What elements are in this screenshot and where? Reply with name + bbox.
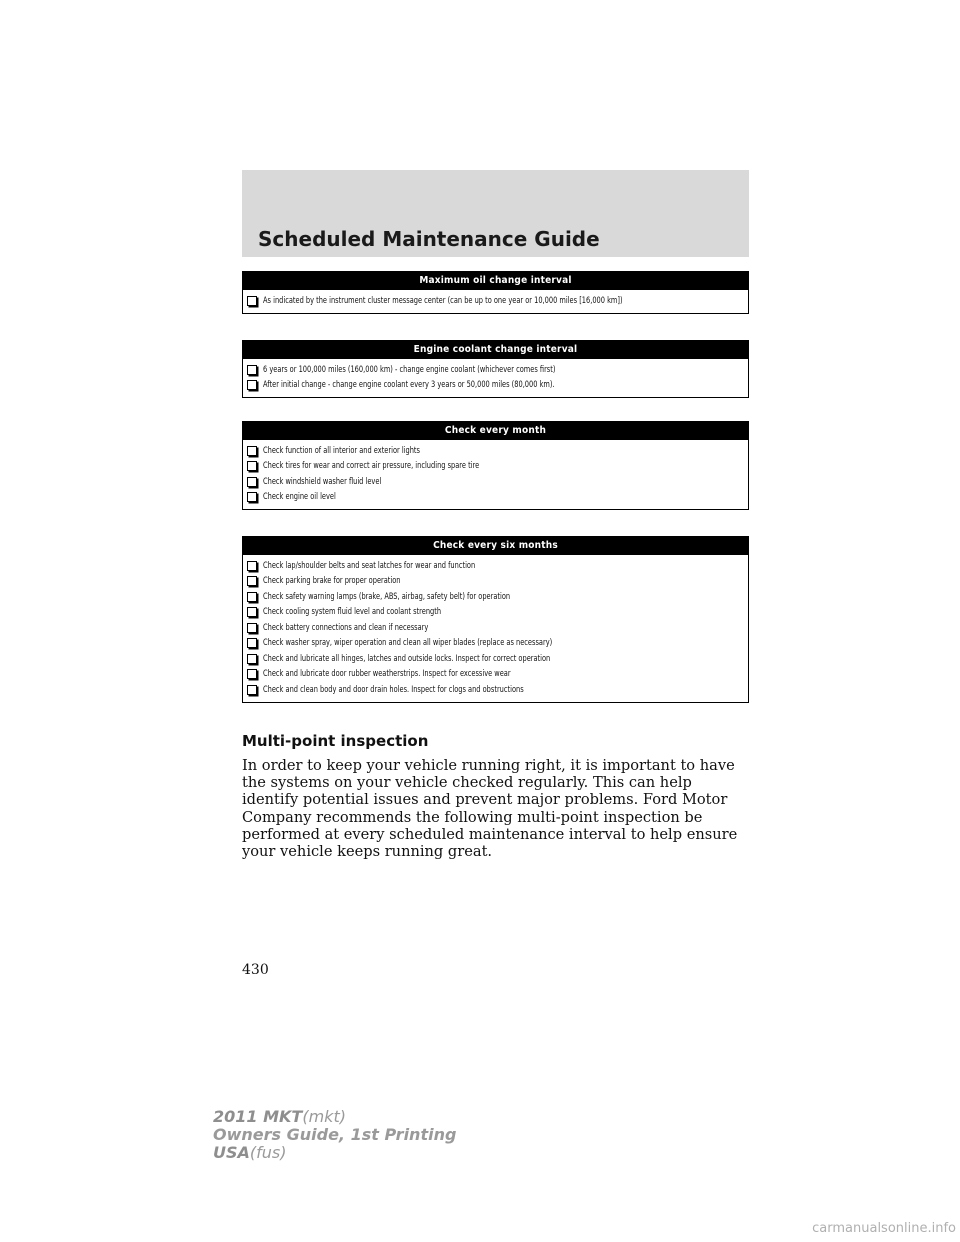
list-item: After initial change - change engine coolant every 3 years or 50,000 miles (80,000 km). bbox=[247, 378, 748, 394]
list-item: Check and clean body and door drain holes. Inspect for clogs and obstructions bbox=[247, 682, 748, 698]
checkbox-icon bbox=[247, 561, 257, 571]
list-item: Check parking brake for proper operation bbox=[247, 574, 748, 590]
footer-line-1: 2011 MKT(mkt) bbox=[213, 1107, 346, 1126]
checkbox-icon bbox=[247, 380, 257, 390]
list-item: Check and lubricate door rubber weatherstrips. Inspect for excessive wear bbox=[247, 667, 748, 683]
oil-change-box bbox=[242, 271, 749, 314]
section-title: Multi-point inspection bbox=[242, 732, 429, 750]
list-item: Check tires for wear and correct air pressure, including spare tire bbox=[247, 459, 748, 475]
checkbox-icon bbox=[247, 446, 257, 456]
checkbox-icon bbox=[247, 477, 257, 487]
watermark: carmanualsonline.info bbox=[812, 1221, 956, 1236]
page-number: 430 bbox=[242, 962, 269, 978]
footer-line-3: USA(fus) bbox=[213, 1143, 287, 1162]
checkbox-icon bbox=[247, 669, 257, 679]
checkbox-icon bbox=[247, 492, 257, 502]
checkbox-icon bbox=[247, 296, 257, 306]
list-item: Check lap/shoulder belts and seat latches for wear and function bbox=[247, 558, 748, 574]
list-item: Check battery connections and clean if necessary bbox=[247, 620, 748, 636]
monthly-check-heading: Check every month bbox=[243, 422, 748, 440]
checkbox-icon bbox=[247, 654, 257, 664]
footer-line-2: Owners Guide, 1st Printing bbox=[213, 1125, 457, 1144]
coolant-change-list bbox=[243, 359, 748, 397]
checkbox-icon bbox=[247, 607, 257, 617]
list-item: Check function of all interior and exterior lights bbox=[247, 443, 748, 459]
checkbox-icon bbox=[247, 592, 257, 602]
monthly-check-list bbox=[243, 440, 748, 509]
list-item: Check and lubricate all hinges, latches and outside locks. Inspect for correct operation bbox=[247, 651, 748, 667]
oil-change-list bbox=[243, 290, 748, 313]
list-item: Check washer spray, wiper operation and clean all wiper blades (replace as necessary) bbox=[247, 636, 748, 652]
checkbox-icon bbox=[247, 685, 257, 695]
monthly-check-box bbox=[242, 421, 749, 510]
list-item: Check windshield washer fluid level bbox=[247, 474, 748, 490]
checkbox-icon bbox=[247, 365, 257, 375]
header-band bbox=[242, 170, 749, 257]
list-item: Check cooling system fluid level and coolant strength bbox=[247, 605, 748, 621]
six-month-check-list bbox=[243, 555, 748, 702]
list-item: Check safety warning lamps (brake, ABS, airbag, safety belt) for operation bbox=[247, 589, 748, 605]
checkbox-icon bbox=[247, 623, 257, 633]
list-item: 6 years or 100,000 miles (160,000 km) - change engine coolant (whichever comes first) bbox=[247, 362, 748, 378]
checkbox-icon bbox=[247, 461, 257, 471]
page-title: Scheduled Maintenance Guide bbox=[258, 227, 600, 251]
body-paragraph: In order to keep your vehicle running right, it is important to have the systems on your vehicle checked regularly. This can help identify potential issues and prevent major problems. Ford Motor Company recommends the following multi-point inspection be performed at every scheduled maintenance interval to help ensure your vehicle keeps running great. bbox=[242, 757, 738, 861]
six-month-check-heading: Check every six months bbox=[243, 537, 748, 555]
oil-change-heading: Maximum oil change interval bbox=[243, 272, 748, 290]
six-month-check-box bbox=[242, 536, 749, 703]
coolant-change-box bbox=[242, 340, 749, 398]
print-footer bbox=[213, 1108, 456, 1162]
list-item: Check engine oil level bbox=[247, 490, 748, 506]
coolant-change-heading: Engine coolant change interval bbox=[243, 341, 748, 359]
checkbox-icon bbox=[247, 638, 257, 648]
list-item: As indicated by the instrument cluster message center (can be up to one year or 10,000 miles [16,000 km]) bbox=[247, 293, 748, 309]
checkbox-icon bbox=[247, 576, 257, 586]
